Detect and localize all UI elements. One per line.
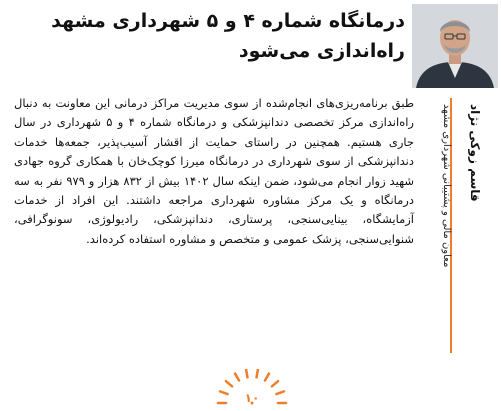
page-number-badge	[210, 369, 294, 411]
author-photo	[412, 4, 498, 88]
article-headline: درمانگاه شماره ۴ و ۵ شهرداری مشهد راه‌اندازی می‌شود	[51, 10, 405, 62]
author-role: معاون مالی و پشتیبانی شهرداری مشهد	[441, 104, 452, 268]
page-number: ۱۰	[244, 391, 260, 405]
author-name: قاسم زوکی نژاد	[468, 104, 482, 202]
article-body: طبق برنامه‌ریزی‌های انجام‌شده از سوی مدیریت مراکز درمانی این معاونت به دنبال راه‌اندازی مرکز تخصصی دندانپزشکی و درمانگاه شماره ۴ و ۵ شهرداری در سال جاری هستیم. همچنین در راستای حمایت از اقشار آسیب‌پذیر، جمعه‌ها خدمات دندانپزشکی از سوی شهرداری در درمانگاه میرزا کوچک‌خان با همکاری گروه جهادی شهید زوار انجام می‌شود، ضمن اینکه سال ۱۴۰۲ بیش از ۸۳۲ هزار و ۹۷۹ نفر به سه درمانگاه و یک مرکز مشاوره شهرداری مراجعه داشتند. این افراد از خدمات آزمایشگاه، بینایی‌سنجی، پرستاری، دندانپزشکی، رادیولوژی، سونوگرافی، شنوایی‌سنجی، پزشک عمومی و متخصص و مشاوره استفاده کرده‌اند.	[14, 96, 415, 246]
author-byline	[420, 96, 498, 354]
